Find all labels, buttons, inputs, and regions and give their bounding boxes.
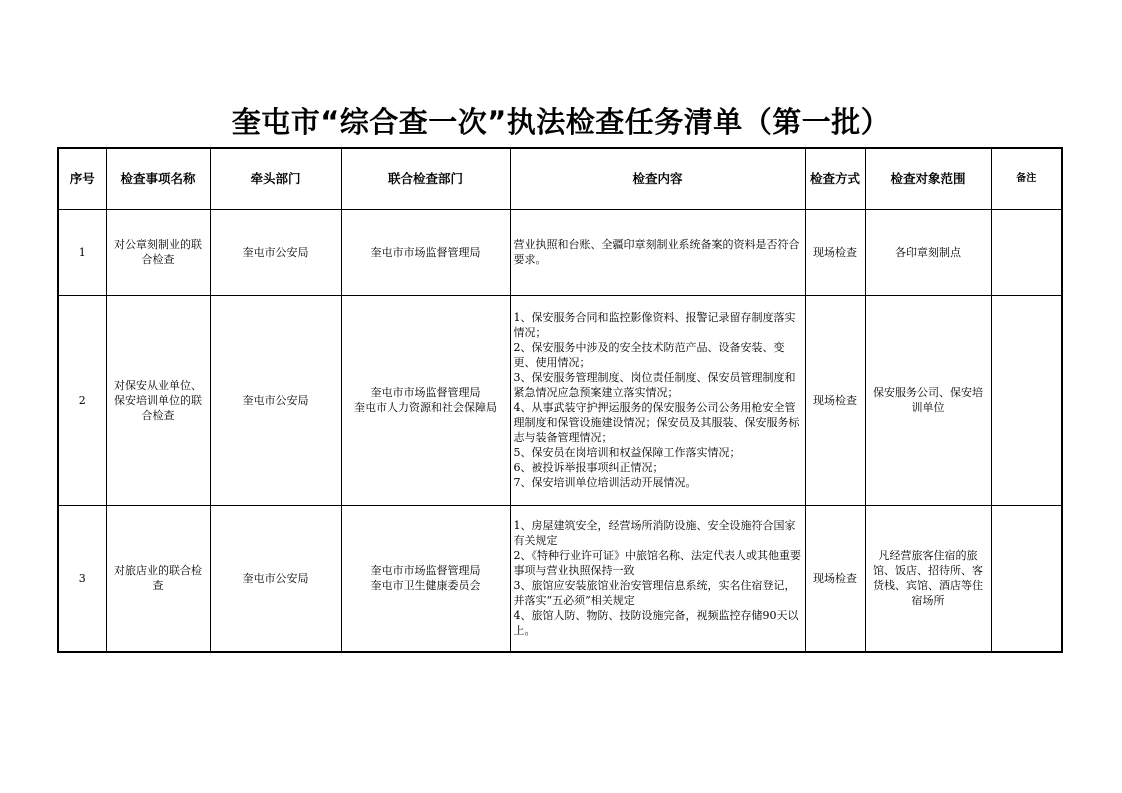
row-remark <box>991 209 1062 295</box>
content-line: 1、房屋建筑安全，经营场所消防设施、安全设施符合国家有关规定 <box>513 519 796 548</box>
joint-dept: 奎屯市市场监督管理局 <box>370 564 481 578</box>
row-content <box>510 295 805 505</box>
content-line: 7、保安培训单位培训活动开展情况。 <box>513 476 697 489</box>
row-scope: 凡经营旅客住宿的旅馆、饭店、招待所、客货栈、宾馆、酒店等住宿场所 <box>865 505 991 652</box>
content-line: 3、保安服务管理制度、岗位责任制度、保安员管理制度和紧急情况应急预案建立落实情况； <box>513 371 796 399</box>
content-line: 4、旅馆人防、物防、技防设施完备，视频监控存储90天以上。 <box>513 609 799 638</box>
row-scope: 各印章刻制点 <box>865 209 991 295</box>
header-scope: 检查对象范围 <box>865 148 991 209</box>
row-no: 2 <box>58 295 106 505</box>
row-content <box>510 505 805 652</box>
row-scope: 保安服务公司、保安培训单位 <box>865 295 991 505</box>
row-method: 现场检查 <box>805 209 865 295</box>
content-line: 2、《特种行业许可证》中旅馆名称、法定代表人或其他重要事项与营业执照保持一致 <box>513 549 801 578</box>
joint-dept: 奎屯市市场监督管理局 <box>370 245 481 259</box>
table-row <box>58 295 1062 505</box>
content-line: 5、保安员在岗培训和权益保障工作落实情况； <box>513 446 741 459</box>
content-line: 6、被投诉举报事项纠正情况； <box>513 461 664 474</box>
row-lead: 奎屯市公安局 <box>210 295 341 505</box>
page-title: 奎屯市“综合查一次”执法检查任务清单（第一批） <box>231 105 891 139</box>
task-table <box>57 147 1063 653</box>
header-remark: 备注 <box>991 148 1062 209</box>
row-item: 对保安从业单位、保安培训单位的联合检查 <box>106 295 210 505</box>
table-row <box>58 209 1062 295</box>
row-item: 对公章刻制业的联合检查 <box>106 209 210 295</box>
content-line: 2、保安服务中涉及的安全技术防范产品、设备安装、变更、使用情况； <box>513 341 785 369</box>
header-content: 检查内容 <box>510 148 805 209</box>
content-line: 4、从事武装守护押运服务的保安服务公司公务用枪安全管理制度和保管设施建设情况；保安员及其服装、保安服务标志与装备管理情况； <box>513 401 800 444</box>
header-item: 检查事项名称 <box>106 148 210 209</box>
joint-dept: 奎屯市市场监督管理局 <box>370 386 481 399</box>
content-line: 3、旅馆应安装旅馆业治安管理信息系统，实名住宿登记，并落实“五必须”相关规定 <box>513 579 796 608</box>
row-joint <box>341 505 510 652</box>
table-row <box>58 505 1062 652</box>
joint-dept: 奎屯市卫生健康委员会 <box>370 579 481 593</box>
row-method: 现场检查 <box>805 505 865 652</box>
content-line: 营业执照和台账、全疆印章刻制业系统备案的资料是否符合要求。 <box>513 238 800 266</box>
row-lead: 奎屯市公安局 <box>210 209 341 295</box>
joint-dept: 奎屯市人力资源和社会保障局 <box>354 401 497 414</box>
row-joint <box>341 295 510 505</box>
row-content <box>510 209 805 295</box>
row-remark <box>991 295 1062 505</box>
header-lead: 牵头部门 <box>210 148 341 209</box>
content-line: 1、保安服务合同和监控影像资料、报警记录留存制度落实情况； <box>513 311 796 339</box>
row-remark <box>991 505 1062 652</box>
row-no: 3 <box>58 505 106 652</box>
row-no: 1 <box>58 209 106 295</box>
row-method: 现场检查 <box>805 295 865 505</box>
header-no: 序号 <box>58 148 106 209</box>
header-method: 检查方式 <box>805 148 865 209</box>
header-joint: 联合检查部门 <box>341 148 510 209</box>
row-joint <box>341 209 510 295</box>
header-row <box>58 148 1062 209</box>
row-item: 对旅店业的联合检查 <box>106 505 210 652</box>
row-lead: 奎屯市公安局 <box>210 505 341 652</box>
